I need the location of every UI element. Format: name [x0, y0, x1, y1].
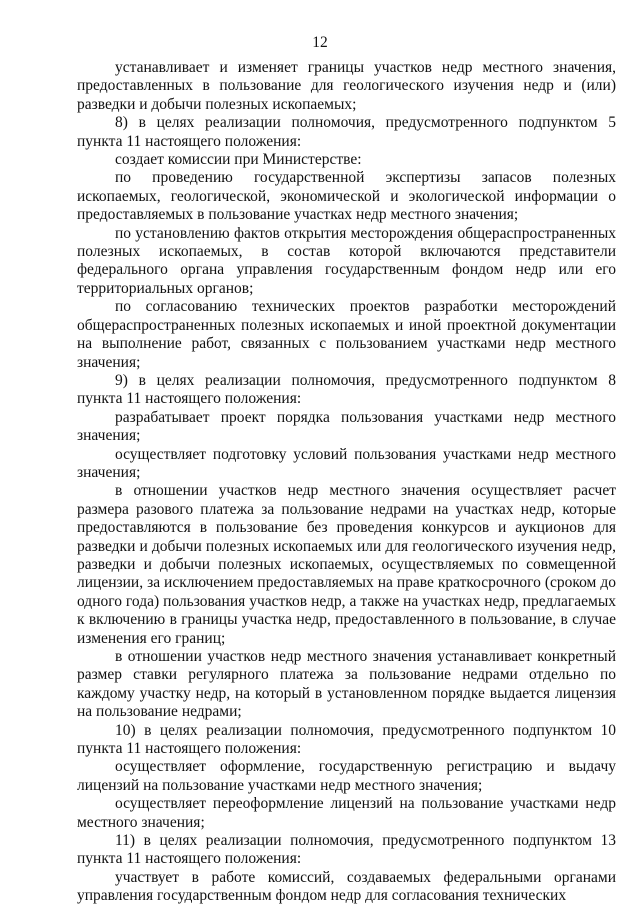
- paragraph: по установлению фактов открытия месторождения общераспространенных полезных ископаемых, в состав которой включаются представители федерального органа управления государственным фондом недр или его территориальных органов;: [77, 224, 616, 297]
- page-number: 12: [312, 34, 328, 51]
- paragraph: 9) в целях реализации полномочия, предусмотренного подпунктом 8 пункта 11 настоящего положения:: [77, 371, 616, 408]
- paragraph: разрабатывает проект порядка пользования участками недр местного значения;: [77, 408, 616, 445]
- paragraph: осуществляет подготовку условий пользования участками недр местного значения;: [77, 445, 616, 481]
- paragraph: по согласованию технических проектов разработки месторождений общераспространенных полезных ископаемых и иной проектной документации на выполнение работ, связанных с пользованием участками недр местного значения;: [77, 298, 616, 371]
- paragraph: участвует в работе комиссий, создаваемых федеральными органами управления государственным фондом недр для согласования технических: [77, 868, 616, 905]
- paragraph: устанавливает и изменяет границы участков недр местного значения, предоставленных в пользование для геологического изучения недр и (или) разведки и добычи полезных ископаемых;: [77, 59, 616, 113]
- paragraph: по проведению государственной экспертизы запасов полезных ископаемых, геологической, экономической и экологической информации о предоставляемых в пользование участках недр местного значения;: [77, 169, 616, 224]
- document-body: [77, 59, 616, 906]
- paragraph: 10) в целях реализации полномочия, предусмотренного подпунктом 10 пункта 11 настоящего положения:: [77, 721, 616, 758]
- paragraph: создает комиссии при Министерстве:: [115, 151, 362, 169]
- paragraph: осуществляет оформление, государственную регистрацию и выдачу лицензий на пользование участками недр местного значения;: [77, 758, 616, 794]
- paragraph: осуществляет переоформление лицензий на пользование участками недр местного значения;: [77, 795, 616, 831]
- paragraph: 8) в целях реализации полномочия, предусмотренного подпунктом 5 пункта 11 настоящего положения:: [77, 114, 616, 150]
- paragraph: в отношении участков недр местного значения устанавливает конкретный размер ставки регулярного платежа за пользование недрами отдельно по каждому участку недр, на который в установленном порядке выдается лицензия на пользование недрами;: [77, 648, 616, 721]
- paragraph: 11) в целях реализации полномочия, предусмотренного подпунктом 13 пункта 11 настоящего положения:: [77, 832, 616, 868]
- paragraph: в отношении участков недр местного значения осуществляет расчет размера разового платежа за пользование недрами на участках недр, которые предоставляются в пользование без проведения конкурсов и аукционов для разведки и добычи полезных ископаемых или для геологического изучения недр, разведки и добычи полезных ископаемых, осуществляемых по совмещенной лицензии, за исключением предоставляемых на праве краткосрочного (сроком до одного года) пользования участков недр, а также на участках недр, предлагаемых к включению в границы участка недр, предоставленного в пользование, в случае изменения его границ;: [77, 482, 616, 647]
